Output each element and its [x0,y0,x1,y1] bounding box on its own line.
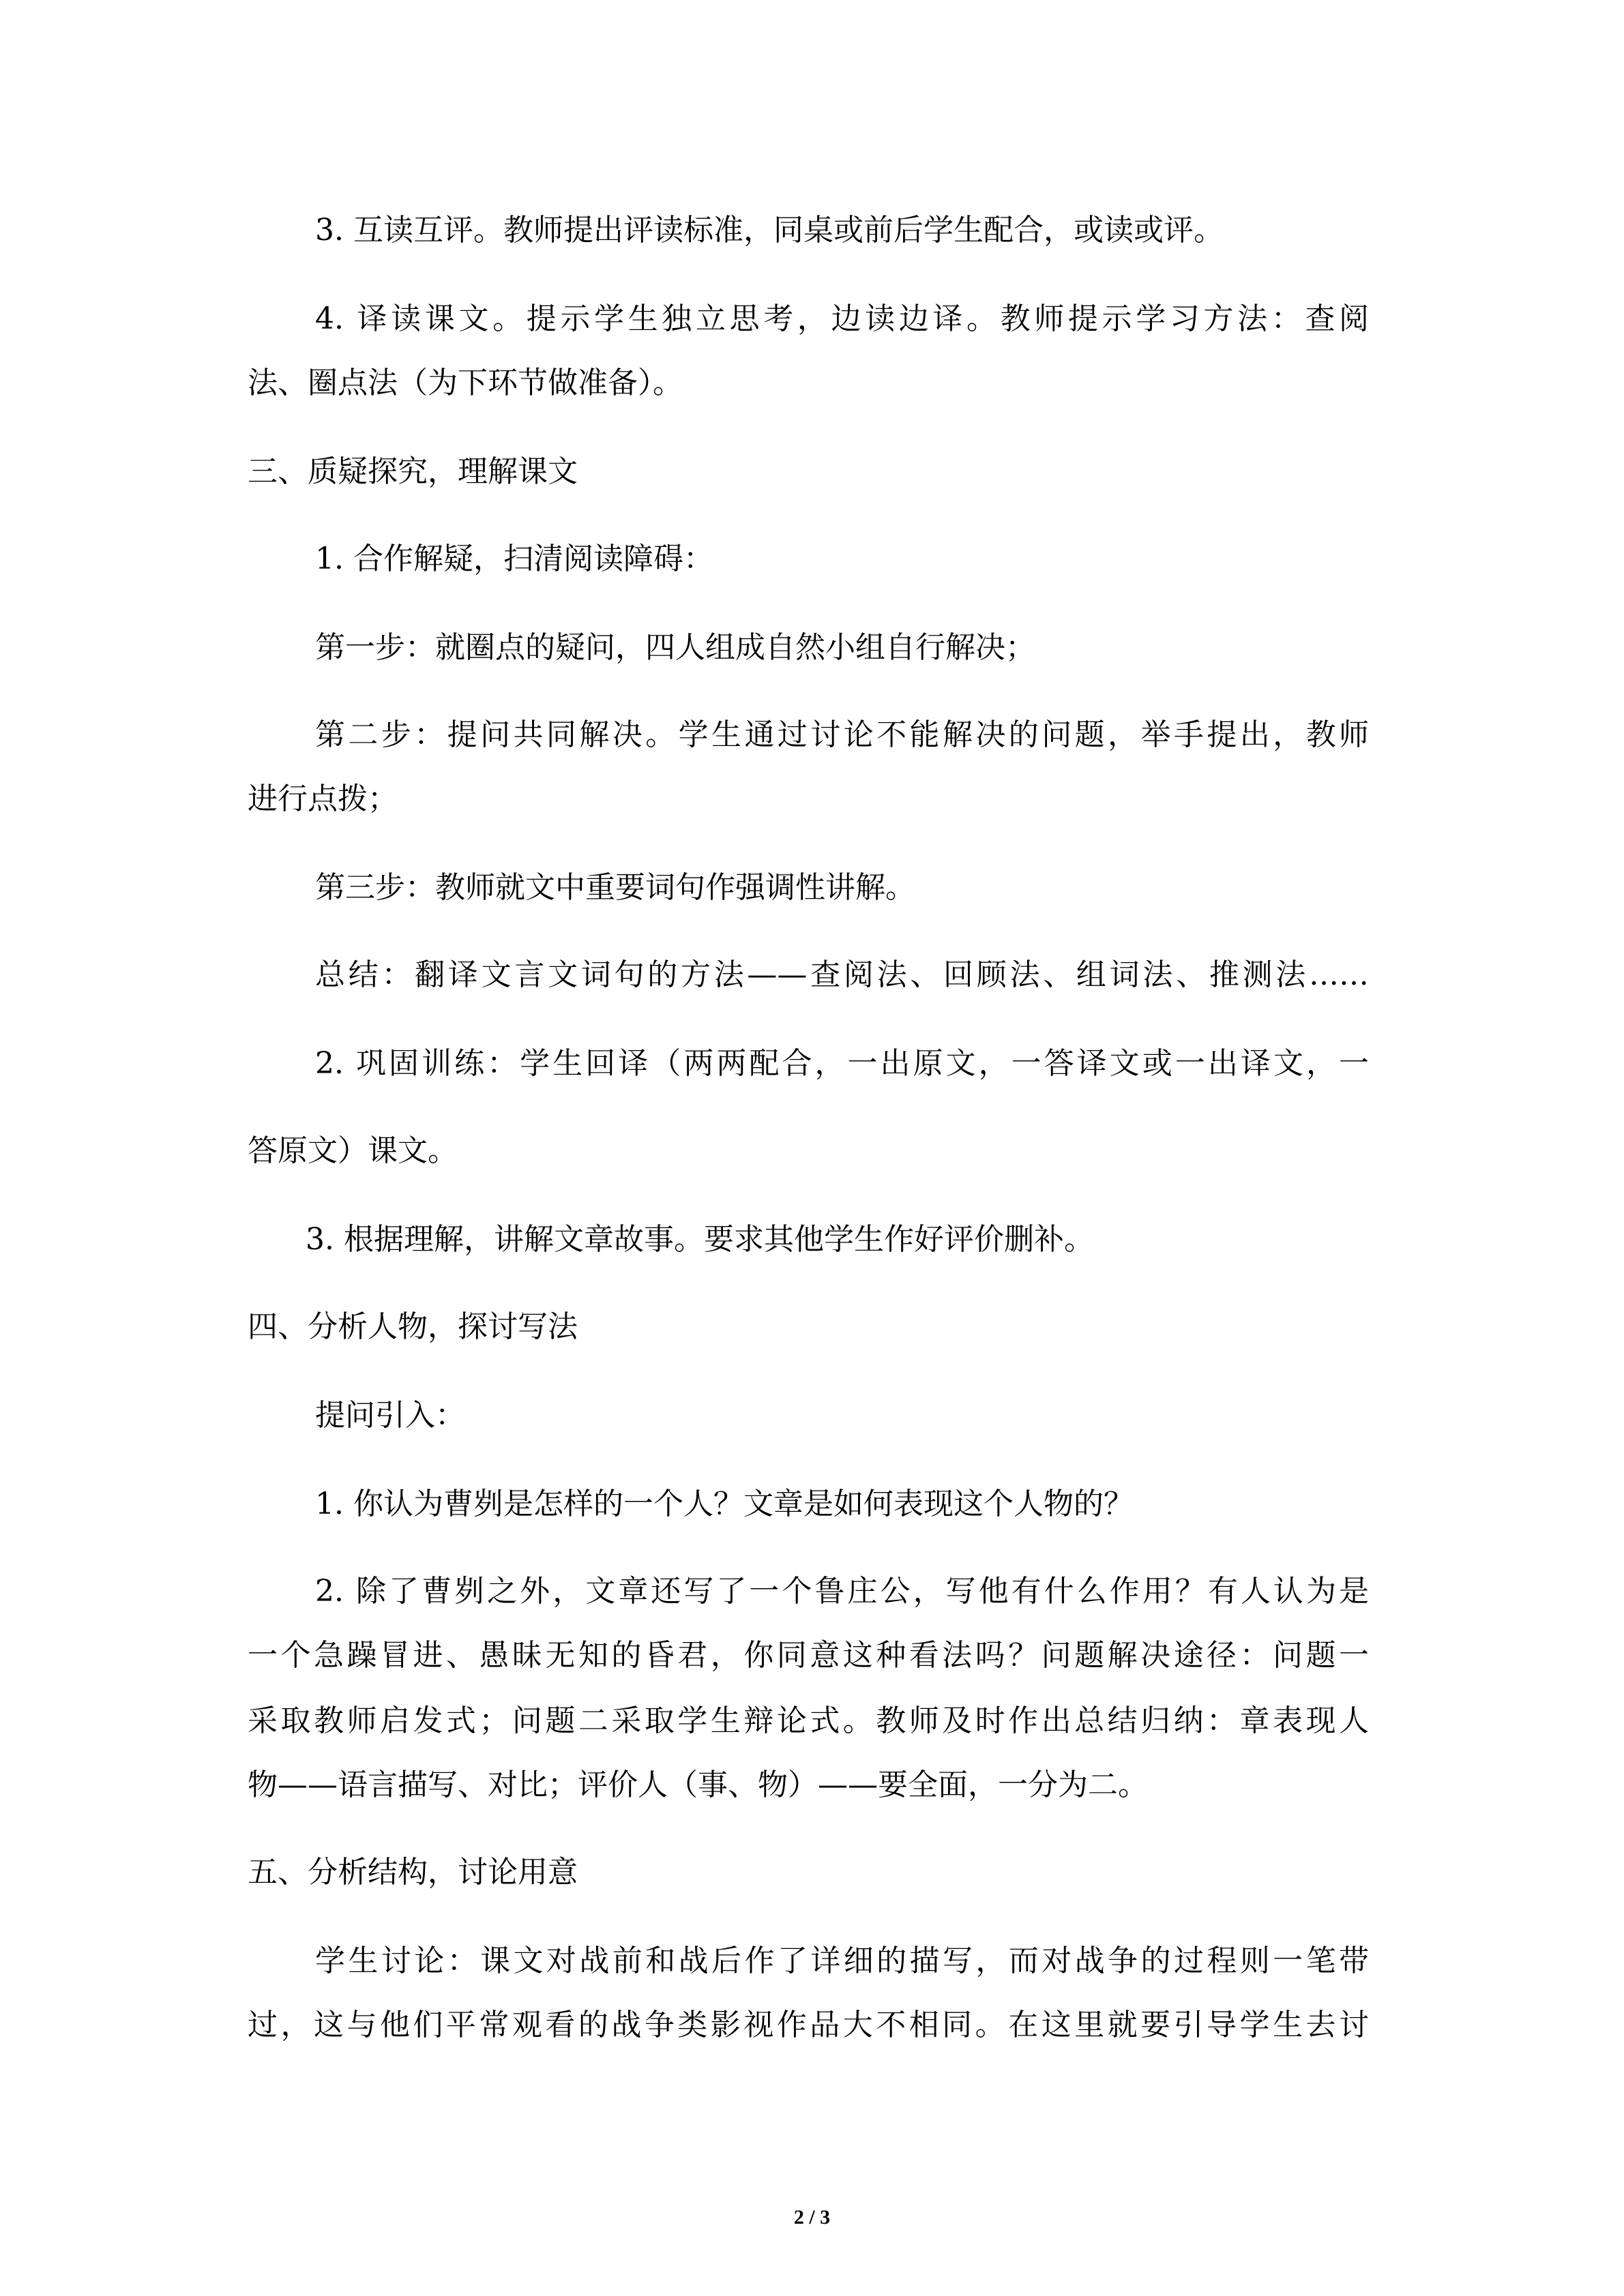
paragraph-line: 答原文）课文。 [248,1133,458,1168]
paragraph-line: 3. 根据理解，讲解文章故事。要求其他学生作好评价删补。 [306,1222,1094,1257]
paragraph-line: 提问引入： [315,1398,465,1433]
paragraph-line: 法、圈点法（为下环节做准备）。 [248,366,683,400]
paragraph-line: 4. 译读课文。提示学生独立思考，边读边译。教师提示学习方法：查阅 [315,301,1369,336]
paragraph-line: 学生讨论：课文对战前和战后作了详细的描写，而对战争的过程则一笔带 [315,1943,1369,1978]
paragraph-line: 第三步：教师就文中重要词句作强调性讲解。 [315,870,915,905]
section-heading: 四、分析人物，探讨写法 [248,1309,578,1344]
paragraph-line: 第一步：就圈点的疑问，四人组成自然小组自行解决； [315,630,1035,665]
section-heading: 三、质疑探究，理解课文 [248,454,578,489]
paragraph-line: 2. 巩固训练：学生回译（两两配合，一出原文，一答译文或一出译文，一 [315,1046,1369,1081]
paragraph-line: 1. 合作解疑，扫清阅读障碍： [315,541,713,576]
paragraph-line: 采取教师启发式；问题二采取学生辩论式。教师及时作出总结归纳：章表现人 [248,1703,1369,1738]
paragraph-line: 2. 除了曹刿之外，文章还写了一个鲁庄公，写他有什么作用？有人认为是 [315,1574,1369,1609]
section-heading: 五、分析结构，讨论用意 [248,1855,578,1890]
paragraph-line: 3. 互读互评。教师提出评读标准，同桌或前后学生配合，或读或评。 [315,213,1224,248]
paragraph-line: 进行点拨； [248,781,398,816]
paragraph-line: 总结：翻译文言文词句的方法——查阅法、回顾法、组词法、推测法…… [315,957,1369,992]
paragraph-line: 一个急躁冒进、愚昧无知的昏君，你同意这种看法吗？问题解决途径：问题一 [248,1638,1369,1673]
paragraph-line: 过，这与他们平常观看的战争类影视作品大不相同。在这里就要引导学生去讨 [248,2008,1369,2042]
page-number: 2 / 3 [793,2206,831,2228]
paragraph-line: 第二步：提问共同解决。学生通过讨论不能解决的问题，举手提出，教师 [315,717,1369,752]
paragraph-line: 物——语言描写、对比；评价人（事、物）——要全面，一分为二。 [248,1768,1148,1802]
paragraph-line: 1. 你认为曹刿是怎样的一个人？文章是如何表现这个人物的？ [315,1487,1134,1521]
